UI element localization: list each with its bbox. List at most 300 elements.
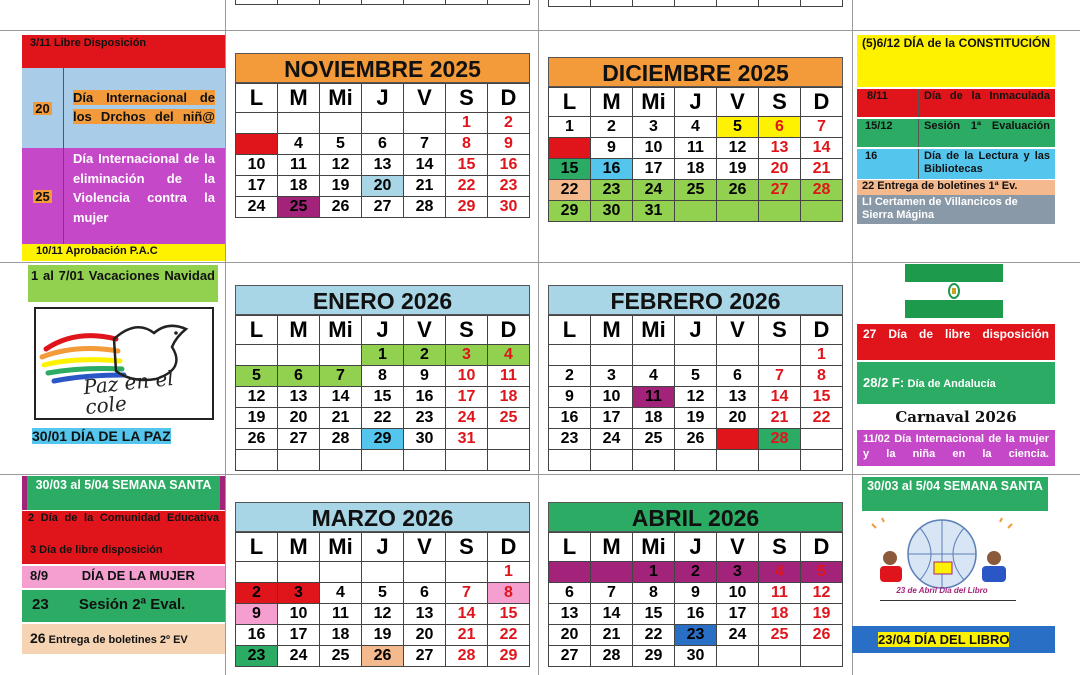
note-libre-disposicion-27 [857,324,1055,360]
note-comunidad-educativa [22,511,225,540]
note-text: 30/03 al 5/04 SEMANA SANTA [35,478,212,492]
day-cell [446,450,488,471]
day-cell [759,646,801,667]
day-cell [801,429,843,450]
day-cell: 15 [801,387,843,408]
column-divider [538,0,539,675]
day-cell [675,201,717,222]
day-cell [404,450,446,471]
note-sesion-1-num [857,119,919,147]
weekday-label: Mi [320,533,362,562]
day-cell: 2 [675,562,717,583]
day-cell: 13 [404,604,446,625]
note-text: LI Certamen de Villancicos de Sierra Mágina [862,196,1018,221]
week-row [236,450,530,471]
day-cell: 20 [549,625,591,646]
day-cell: 10 [633,138,675,159]
week-row [236,113,530,134]
note-derechos-nino [64,68,225,148]
week-row [549,408,843,429]
day-cell [404,562,446,583]
note-dia-de-la-paz [30,426,220,446]
calendar-grid [235,532,530,667]
day-cell: 25 [320,646,362,667]
day-cell: 4 [320,583,362,604]
day-cell: 15 [633,604,675,625]
note-carnaval [857,406,1055,428]
day-cell: 25 [633,429,675,450]
weekday-header-row [549,533,843,562]
day-cell: 7 [320,366,362,387]
day-cell: 25 [675,180,717,201]
day-cell: 9 [404,366,446,387]
day-cell: 19 [717,159,759,180]
day-cell [362,450,404,471]
day-cell: 14 [801,138,843,159]
day-cell: 17 [633,159,675,180]
day-cell [320,562,362,583]
day-cell: 24 [591,429,633,450]
day-cell: 18 [278,176,320,197]
day-cell: 4 [633,366,675,387]
day-cell: 5 [717,117,759,138]
day-cell: 3 [278,583,320,604]
day-cell: 5 [801,562,843,583]
day-cell: 6 [717,366,759,387]
day-cell: 12 [320,155,362,176]
weekday-label: Mi [633,88,675,117]
day-cell: 4 [759,562,801,583]
week-row [236,625,530,646]
day-cell [278,450,320,471]
calendar-title: MARZO 2026 [235,502,530,532]
day-cell: 11 [759,583,801,604]
day-cell: 4 [278,134,320,155]
note-lectura-text [919,149,1055,179]
weekday-label: L [236,84,278,113]
week-row [549,562,843,583]
column-divider [225,0,226,675]
note-libre-disposicion-3-11 [22,35,225,68]
weekday-label: S [446,84,488,113]
day-cell: 23 [675,625,717,646]
day-cell: 28 [801,180,843,201]
calendar-grid [548,87,843,222]
day-cell [446,562,488,583]
day-cell [549,450,591,471]
calendar-grid [548,532,843,667]
day-cell: 30 [675,646,717,667]
note-text: Entrega de boletines 2º EV [48,634,188,646]
week-row [549,450,843,471]
day-cell [591,562,633,583]
weekday-label: M [591,316,633,345]
day-cell: 10 [236,155,278,176]
weekday-label: S [759,316,801,345]
day-cell: 10 [446,366,488,387]
day-cell: 15 [362,387,404,408]
weekday-label: D [801,316,843,345]
day-cell [404,113,446,134]
day-cell: 19 [236,408,278,429]
day-cell [675,450,717,471]
day-cell: 8 [362,366,404,387]
day-cell [236,113,278,134]
week-row [549,429,843,450]
day-cell: 16 [236,625,278,646]
day-cell [236,450,278,471]
day-cell: 16 [591,159,633,180]
day-cell: 30 [404,429,446,450]
weekday-label: D [488,316,530,345]
day-cell: 1 [801,345,843,366]
calendar-january-2026 [235,285,530,471]
day-cell: 15 [549,159,591,180]
day-cell: 26 [236,429,278,450]
note-dia-mujer [22,566,225,588]
weekday-header-row [236,533,530,562]
day-cell: 16 [488,155,530,176]
day-cell [278,345,320,366]
weekday-label: J [362,84,404,113]
day-cell: 6 [278,366,320,387]
day-cell [633,450,675,471]
week-row [236,345,530,366]
day-cell [278,562,320,583]
day-cell: 6 [759,117,801,138]
weekday-label: M [278,316,320,345]
weekday-label: S [446,533,488,562]
week-row [236,646,530,667]
day-cell: 5 [236,366,278,387]
day-cell: 15 [488,604,530,625]
day-cell [488,450,530,471]
day-cell: 18 [633,408,675,429]
day-cell: 20 [362,176,404,197]
week-row [549,387,843,408]
week-row [549,117,843,138]
note-violencia-mujer [64,148,225,244]
day-cell: 9 [675,583,717,604]
day-cell: 29 [549,201,591,222]
calendar-title: NOVIEMBRE 2025 [235,53,530,83]
weekday-header-row [549,88,843,117]
note-text: Sesión 2ª Eval. [78,596,186,613]
day-cell [488,429,530,450]
paz-en-el-cole-logo [34,307,214,420]
day-cell: 7 [446,583,488,604]
weekday-label: L [549,88,591,117]
day-cell: 12 [236,387,278,408]
day-cell: 15 [446,155,488,176]
note-inmaculada-num [857,89,919,117]
day-cell: 1 [362,345,404,366]
day-cell: 9 [488,134,530,155]
day-cell: 1 [633,562,675,583]
day-cell: 27 [759,180,801,201]
day-cell [362,562,404,583]
note-dia-andalucia [857,362,1055,404]
day-cell: 1 [446,113,488,134]
weekday-label: D [488,84,530,113]
day-cell: 7 [591,583,633,604]
week-row [549,366,843,387]
day-cell: 24 [278,646,320,667]
note-number: 26 [30,630,46,646]
day-cell [633,345,675,366]
day-cell: 12 [675,387,717,408]
day-cell: 27 [549,646,591,667]
note-boletines-2-ev [22,624,225,654]
day-cell: 29 [633,646,675,667]
day-cell: 24 [717,625,759,646]
day-cell [717,646,759,667]
day-cell [717,450,759,471]
day-cell: 21 [446,625,488,646]
day-cell: 31 [633,201,675,222]
note-text: Día Internacional de los Drchos del niñ@ [73,90,215,124]
week-row [236,429,530,450]
day-cell: 30 [488,197,530,218]
day-cell: 18 [759,604,801,625]
day-cell [591,345,633,366]
weekday-label: Mi [320,316,362,345]
day-cell: 13 [717,387,759,408]
weekday-label: M [591,533,633,562]
day-cell: 10 [591,387,633,408]
weekday-label: Mi [633,533,675,562]
day-cell: 22 [362,408,404,429]
note-sesion-2-eval [22,590,225,622]
weekday-header-row [549,316,843,345]
day-cell: 24 [236,197,278,218]
day-cell: 16 [675,604,717,625]
day-cell: 20 [759,159,801,180]
day-cell: 23 [549,429,591,450]
day-cell: 18 [488,387,530,408]
day-cell: 2 [591,117,633,138]
day-cell: 23 [236,646,278,667]
day-cell: 8 [633,583,675,604]
day-cell: 19 [675,408,717,429]
note-libre-disposicion-3 [22,540,225,564]
day-cell: 23 [591,180,633,201]
day-cell: 22 [549,180,591,201]
day-cell: 2 [404,345,446,366]
note-sesion-1-text [919,119,1055,147]
day-cell [236,562,278,583]
day-cell: 25 [488,408,530,429]
day-cell: 23 [488,176,530,197]
day-cell: 11 [633,387,675,408]
day-cell: 22 [446,176,488,197]
day-cell [675,345,717,366]
note-lectura-num [857,149,919,179]
weekday-label: S [759,533,801,562]
weekday-label: D [801,533,843,562]
week-row [549,201,843,222]
day-cell: 28 [759,429,801,450]
weekday-label: J [675,88,717,117]
calendar-title: ABRIL 2026 [548,502,843,532]
day-cell: 5 [362,583,404,604]
day-cell: 18 [320,625,362,646]
weekday-label: M [278,84,320,113]
weekday-label: D [488,533,530,562]
day-cell: 7 [404,134,446,155]
calendar-december-2025 [548,57,843,222]
day-cell: 5 [320,134,362,155]
note-boletines-1-ev [857,180,1055,195]
row-divider [0,474,1080,475]
day-cell: 17 [278,625,320,646]
day-cell: 8 [801,366,843,387]
day-cell [320,345,362,366]
row-divider [0,30,1080,31]
day-cell [549,345,591,366]
week-row [236,583,530,604]
day-cell: 11 [675,138,717,159]
day-cell: 28 [404,197,446,218]
calendar-february-2026 [548,285,843,471]
note-vacaciones-navidad [28,265,218,302]
day-cell: 8 [549,138,591,159]
note-aprobacion-pac [22,244,225,261]
day-cell: 21 [591,625,633,646]
day-cell [320,113,362,134]
day-cell: 16 [404,387,446,408]
dia-del-libro-illustration [862,514,1022,604]
day-cell: 22 [488,625,530,646]
day-cell: 22 [633,625,675,646]
day-cell: 27 [362,197,404,218]
day-cell: 10 [278,604,320,625]
day-cell: 8 [488,583,530,604]
andalucia-flag [905,264,1003,318]
calendar-march-2026 [235,502,530,667]
day-cell: 7 [759,366,801,387]
note-semana-santa-left [22,476,225,510]
day-cell: 3 [236,134,278,155]
day-cell: 26 [675,429,717,450]
day-cell: 26 [320,197,362,218]
day-cell: 29 [446,197,488,218]
note-text: Sesión 1ª Evaluación [924,120,1050,132]
weekday-label: J [675,533,717,562]
day-cell: 21 [759,408,801,429]
week-row [236,408,530,429]
note-villancicos [857,195,1055,224]
note-text: DÍA DE LA MUJER [81,568,195,583]
weekday-header-row [236,84,530,113]
week-row [549,180,843,201]
note-text: 11/02 Día Internacional de la mujer y la niña en la ciencia. [863,433,1049,460]
day-cell: 13 [362,155,404,176]
weekday-label: V [404,84,446,113]
calendar-november-2025 [235,53,530,218]
note-num-20 [22,68,64,148]
logo-text: 23 de Abril Día del Libro [896,586,988,595]
day-cell: 2 [549,366,591,387]
weekday-label: V [717,316,759,345]
weekday-label: Mi [633,316,675,345]
day-cell: 27 [404,646,446,667]
day-cell: 1 [549,117,591,138]
day-cell [759,450,801,471]
day-cell: 25 [278,197,320,218]
day-cell: 6 [362,134,404,155]
day-cell: 21 [320,408,362,429]
day-cell [759,201,801,222]
note-text: Carnaval 2026 [895,408,1017,426]
note-dia-del-libro [852,626,1055,653]
day-cell: 21 [404,176,446,197]
weekday-label: L [549,316,591,345]
note-text: 23/04 DÍA DEL LIBRO [878,632,1010,647]
week-row [549,159,843,180]
day-cell: 19 [362,625,404,646]
calendar-title: ENERO 2026 [235,285,530,315]
coat-of-arms-icon [946,282,962,300]
week-row [236,155,530,176]
week-row [236,197,530,218]
day-cell: 4 [675,117,717,138]
week-row [549,646,843,667]
day-cell: 27 [278,429,320,450]
week-row [236,604,530,625]
day-cell: 17 [236,176,278,197]
day-cell: 3 [446,345,488,366]
day-cell: 28 [320,429,362,450]
day-cell: 7 [801,117,843,138]
day-cell: 14 [404,155,446,176]
day-cell [320,450,362,471]
weekday-header-row [236,316,530,345]
note-number: 25 [35,188,50,204]
week-row [236,366,530,387]
day-cell: 25 [759,625,801,646]
note-text: 1 al 7/01 Vacaciones Navidad [31,268,215,283]
note-constitucion [857,35,1055,87]
note-text: 30/03 al 5/04 SEMANA SANTA [867,479,1043,493]
week-row [236,387,530,408]
note-text: 2 Día de la Comunidad Educativa [28,512,219,524]
note-text: 22 Entrega de boletines 1ª Ev. [862,180,1018,192]
day-cell: 13 [549,604,591,625]
previous-calendar-remnant [235,0,530,5]
day-cell: 9 [591,138,633,159]
day-cell: 17 [446,387,488,408]
day-cell: 12 [801,583,843,604]
day-cell: 28 [446,646,488,667]
week-row [549,345,843,366]
day-cell: 3 [633,117,675,138]
note-text: 28/2 F: [863,375,905,390]
weekday-label: L [549,533,591,562]
day-cell [801,450,843,471]
calendar-grid [548,315,843,471]
day-cell: 31 [446,429,488,450]
day-cell: 29 [362,429,404,450]
note-semana-santa-right [862,477,1048,511]
day-cell: 1 [488,562,530,583]
weekday-label: V [404,316,446,345]
globe-readers-icon [862,514,1022,594]
weekday-label: M [591,88,633,117]
day-cell [717,201,759,222]
note-text: 10/11 Aprobación P.A.C [36,245,158,257]
day-cell [549,562,591,583]
